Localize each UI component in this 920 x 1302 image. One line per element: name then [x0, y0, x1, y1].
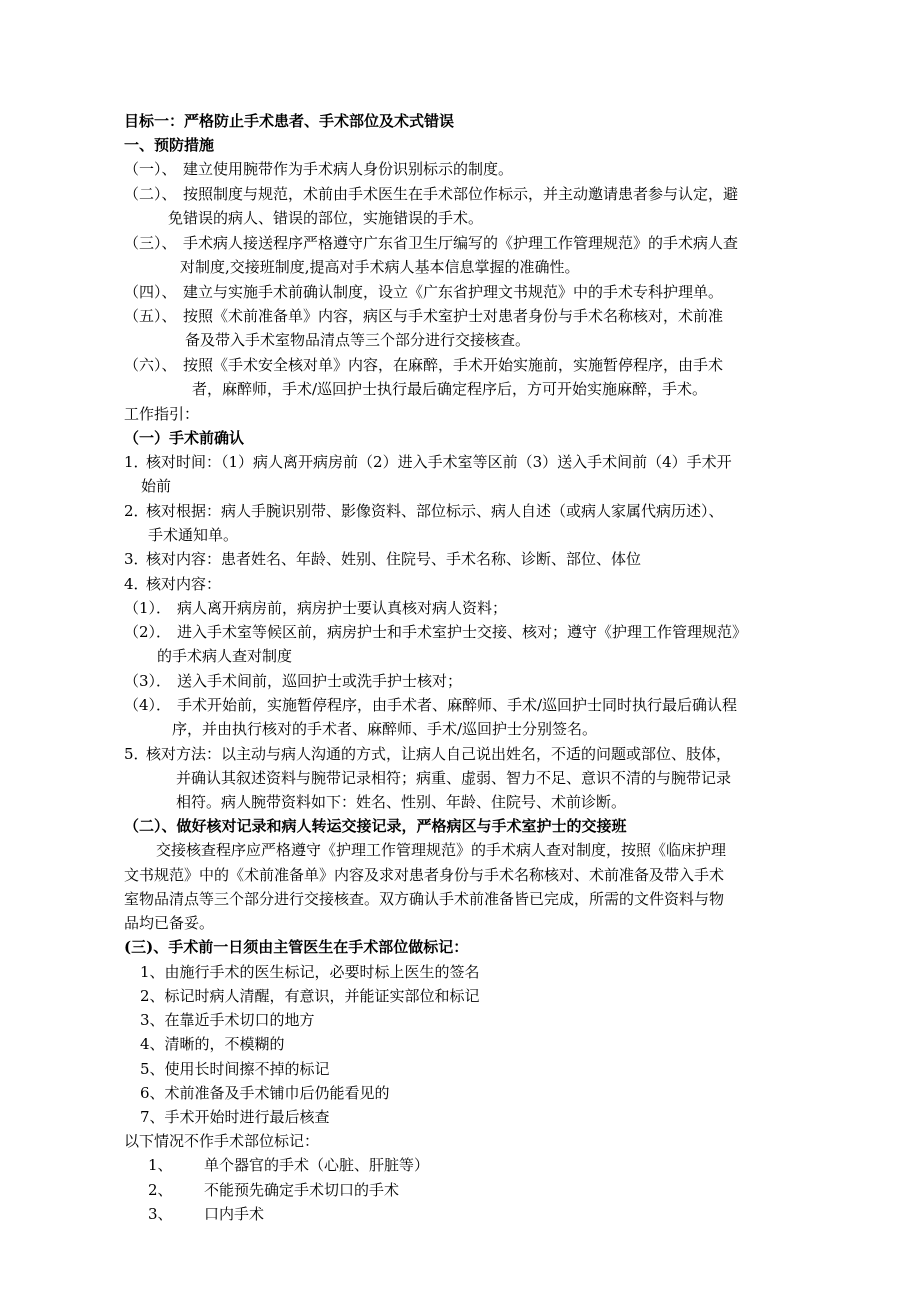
exception-text: 不能预先确定手术切口的手术 — [204, 1181, 400, 1199]
prevention-item-text: 备及带入手术室物品清点等三个部分进行交接核查。 — [185, 331, 531, 349]
subpoint-label: （3）． — [124, 672, 172, 690]
point-text: 核对内容：患者姓名、年龄、姓别、住院号、手术名称、诊断、部位、体位 — [146, 550, 642, 568]
point-text: 始前 — [141, 477, 172, 495]
document-title: 目标一：严格防止手术患者、手术部位及术式错误 — [124, 112, 455, 130]
prevention-item-label: （二）、 — [124, 185, 177, 203]
paragraph-line: 品均已备妥。 — [124, 914, 215, 932]
prevention-item-text: 免错误的病人、错误的部位，实施错误的手术。 — [168, 209, 484, 227]
marking-item: 1、由施行手术的医生标记，必要时标上医生的签名 — [140, 963, 480, 981]
subpoint-text: 病人离开病房前，病房护士要认真核对病人资料； — [177, 599, 508, 617]
point-text: 核对时间：（1）病人离开病房前（2）进入手术室等区前（3）送入手术间前（4）手术开 — [146, 453, 732, 471]
exception-number: 3、 — [148, 1205, 173, 1223]
point-text: 核对内容： — [146, 575, 222, 593]
prevention-item-label: （六）、 — [124, 356, 177, 374]
marking-item: 5、使用长时间擦不掉的标记 — [140, 1060, 330, 1078]
subpoint-text: 序，并由执行核对的手术者、麻醉师、手术/巡回护士分别签名。 — [172, 720, 598, 738]
point-text: 手术通知单。 — [148, 526, 239, 544]
prevention-item-label: （五）、 — [124, 307, 177, 325]
prevention-item-label: （三）、 — [124, 234, 177, 252]
exceptions-intro: 以下情况不作手术部位标记： — [124, 1132, 320, 1150]
point-text: 核对根据：病人手腕识别带、影像资料、部位标示、病人自述（或病人家属代病历述）、 — [146, 502, 724, 520]
section-heading-prevention: 一、预防措施 — [124, 136, 215, 154]
exception-text: 口内手术 — [204, 1205, 265, 1223]
marking-item: 2、标记时病人清醒，有意识，并能证实部位和标记 — [140, 987, 480, 1005]
prevention-item-text: 按照《手术安全核对单》内容，在麻醉，手术开始实施前，实施暂停程序，由手术 — [183, 356, 724, 374]
prevention-item-label: （四）、 — [124, 283, 177, 301]
point-text: 并确认其叙述资料与腕带记录相符；病重、虚弱、智力不足、意识不清的与腕带记录 — [176, 769, 732, 787]
prevention-item-text: 按照制度与规范，术前由手术医生在手术部位作标示，并主动邀请患者参与认定，避 — [183, 185, 739, 203]
paragraph-line: 文书规范》中的《术前准备单》内容及求对患者身份与手术名称核对、术前准备及带入手术 — [124, 866, 725, 884]
exception-number: 2、 — [148, 1181, 173, 1199]
prevention-item-text: 者，麻醉师，手术/巡回护士执行最后确定程序后，方可开始实施麻醉，手术。 — [192, 380, 708, 398]
marking-item: 7、手术开始时进行最后核查 — [140, 1108, 330, 1126]
paragraph-line: 室物品清点等三个部分进行交接核查。双方确认手术前准备皆已完成，所需的文件资料与物 — [124, 890, 725, 908]
subpoint-text: 手术开始前，实施暂停程序，由手术者、麻醉师、手术/巡回护士同时执行最后确认程 — [177, 696, 738, 714]
subpoint-text: 进入手术室等候区前，病房护士和手术室护士交接、核对；遵守《护理工作管理规范》 — [177, 623, 748, 641]
point-label: 2． — [124, 502, 149, 520]
point-text: 核对方法：以主动与病人沟通的方式，让病人自己说出姓名，不适的问题或部位、肢体， — [146, 745, 732, 763]
subpoint-label: （1）． — [124, 599, 172, 617]
point-label: 3． — [124, 550, 149, 568]
subsection-heading-pre-op-confirmation: （一）手术前确认 — [124, 429, 245, 447]
point-label: 5． — [124, 745, 149, 763]
prevention-item-text: 对制度,交接班制度,提高对手术病人基本信息掌握的准确性。 — [180, 258, 580, 276]
work-guide-heading: 工作指引： — [124, 405, 200, 423]
point-text: 相符。病人腕带资料如下：姓名、性别、年龄、住院号、术前诊断。 — [176, 793, 627, 811]
prevention-item-text: 按照《术前准备单》内容，病区与手术室护士对患者身份与手术名称核对，术前准 — [183, 307, 724, 325]
point-label: 4． — [124, 575, 149, 593]
subpoint-label: （4）． — [124, 696, 172, 714]
marking-item: 6、术前准备及手术铺巾后仍能看见的 — [140, 1084, 390, 1102]
prevention-item-text: 建立与实施手术前确认制度，设立《广东省护理文书规范》中的手术专科护理单。 — [183, 283, 724, 301]
marking-item: 3、在靠近手术切口的地方 — [140, 1011, 315, 1029]
paragraph-line: 交接核查程序应严格遵守《护理工作管理规范》的手术病人查对制度，按照《临床护理 — [156, 841, 727, 859]
subpoint-text: 送入手术间前，巡回护士或洗手护士核对； — [177, 672, 463, 690]
subsection-heading-handover: （二）、做好核对记录和病人转运交接记录，严格病区与手术室护士的交接班 — [124, 817, 627, 835]
subpoint-text: 的手术病人查对制度 — [157, 647, 293, 665]
exception-text: 单个器官的手术（心脏、肝脏等） — [204, 1156, 430, 1174]
marking-item: 4、清晰的，不模糊的 — [140, 1035, 285, 1053]
prevention-item-label: （一）、 — [124, 160, 177, 178]
prevention-item-text: 建立使用腕带作为手术病人身份识别标示的制度。 — [183, 160, 514, 178]
subsection-heading-site-marking: (三)、手术前一日须由主管医生在手术部位做标记： — [124, 938, 469, 956]
point-label: 1． — [124, 453, 149, 471]
prevention-item-text: 手术病人接送程序严格遵守广东省卫生厅编写的《护理工作管理规范》的手术病人查 — [183, 234, 739, 252]
exception-number: 1、 — [148, 1156, 173, 1174]
subpoint-label: （2）． — [124, 623, 172, 641]
